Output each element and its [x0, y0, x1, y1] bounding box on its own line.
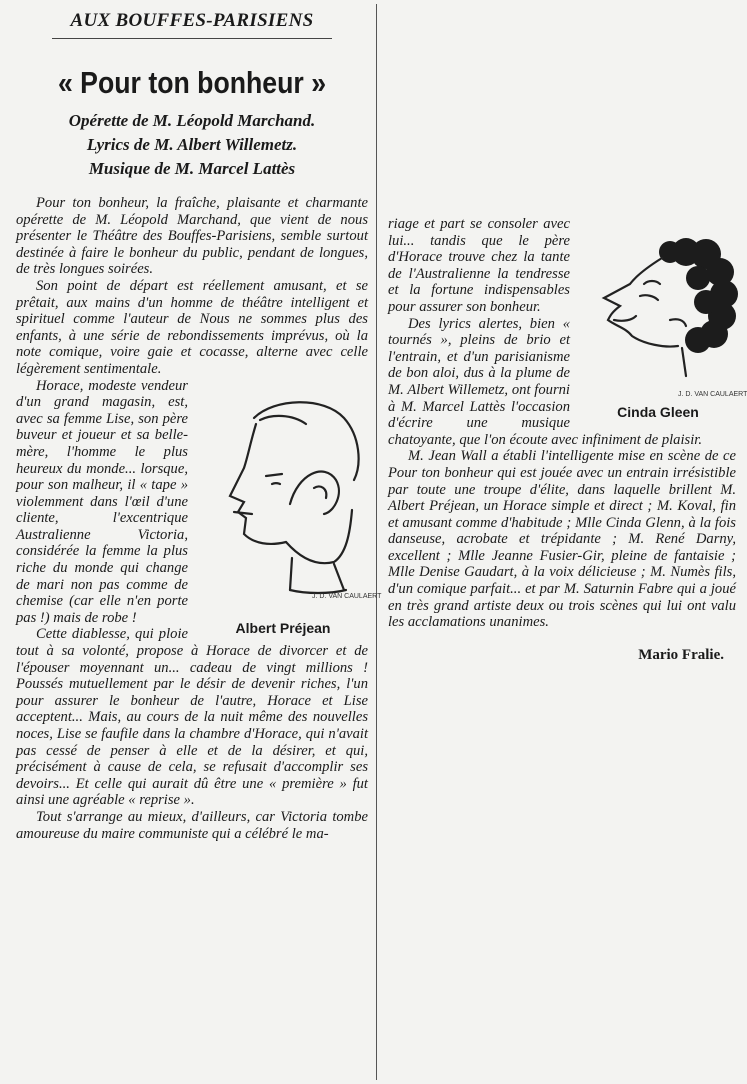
paragraph: Tout s'arrange au mieux, d'ailleurs, car Victoria tombe amoureuse du maire communiste qui a célébré le ma- [16, 808, 368, 842]
paragraph: M. Jean Wall a établi l'intelligente mise en scène de ce Pour ton bonheur qui est jouée avec un entrain irrésistible par toute une troupe d'élite, dans laquelle brillent M. Albert Préjean, un Horace simple et direct ; M. Koval, fin et amusant comme d'habitude ; Mlle Cinda Glenn, à la fois danseuse, acrobate et trépidante ; M. René Darny, excellent ; Mlle Jeanne Fusier-Gir, pleine de fantaisie ; Mlle Denise Gaudart, à la voix délicieuse ; M. Numès fils, d'un comique parfait... et par M. Saturnin Fabre qui a joué en très grand artiste deux ou trois scènes qui lui ont valu les acclamations unanimes. [388, 448, 736, 631]
section-rubric: AUX BOUFFES-PARISIENS [70, 10, 314, 31]
paragraph: Pour ton bonheur, la fraîche, plaisante et charmante opérette de M. Léopold Marchand, que vient de nous présenter le Théâtre des Bouffes-Parisiens, semble surtout destinée à faire le bonheur du public, pendant de longues, de très longues soirées. [16, 195, 368, 278]
paragraph: Son point de départ est réellement amusant, et se prêtait, aux mains d'un homme de théâtre intelligent et spirituel comme l'auteur de Nous ne sommes plus des enfants, à une série de rebondissements imprévus, où la note comique, voire gaie et cocasse, alterne avec celle légèrement sentimentale. [16, 277, 368, 377]
gleen-illustration [574, 224, 747, 420]
paragraph: Cette diablesse, qui ploie tout à sa volonté, propose à Horace de divorcer et de l'épouser moyennant un... cadeau de vingt millions ! Poussés mutuellement par le désir de devenir riches, l'un pour assurer le bonheur de l'autre, Horace et Lise acceptent... Mais, au cours de la nuit même des nouvelles noces, Lise se faufile dans la chambre d'Horace, qui n'avait pas cessé de penser à elle et de la désirer, et qui, précisément à cause de cela, se refusait d'accomplir ses devoirs... Et celle qui aurait dû être une « première » fut ainsi une agréable « reprise ». [16, 626, 368, 809]
right-column [388, 216, 747, 664]
paragraph: riage et part se consoler avec lui... tandis que le père d'Horace trouve chez la tante de l'Australienne la tendresse et la fortune indispensables pour assurer son bonheur. [388, 216, 570, 315]
credit-libretto: Opérette de M. Léopold Marchand. [68, 111, 316, 130]
credit-music: Musique de M. Marcel Lattès [88, 159, 296, 178]
left-column [16, 4, 382, 842]
prejean-caricature-icon [194, 384, 382, 620]
prejean-caption: Albert Préjean [235, 619, 331, 636]
credits-block [16, 109, 368, 181]
artist-signature: J. D. VAN CAULAERT [312, 592, 382, 600]
rubric-rule [52, 38, 332, 39]
prejean-illustration [194, 384, 382, 636]
paragraph: Horace, modeste vendeur d'un grand magasin, est, avec sa femme Lise, son père buveur et joueur et sa belle-mère, l'homme le plus heureux du monde... lorsque, pour son malheur, il « tape » violemment dans l'œil d'une cliente, l'excentrique Australienne Victoria, considérée la femme la plus riche du monde qui change de mari non pas comme de chemise (car elle n'en porte pas !) mais de robe ! [16, 377, 188, 626]
column-divider [376, 4, 377, 1080]
gleen-caricature-icon [574, 224, 747, 404]
gleen-caption: Cinda Gleen [617, 404, 699, 420]
artist-signature: J. D. VAN CAULAERT [678, 391, 747, 398]
paragraph: Des lyrics alertes, bien « tournés », pleins de brio et l'entrain, et d'un parisianisme de bon aloi, dus à la plume de M. Albert Willemetz, ont fourni à M. Marcel Lattès l'occasion d'écrire une musique chatoyante, que l'on écoute avec infiniment de plaisir. [388, 315, 702, 448]
article-title: « Pour ton bonheur » [57, 65, 327, 100]
credit-lyrics: Lyrics de M. Albert Willemetz. [86, 135, 298, 154]
author-signature: Mario Fralie. [638, 646, 724, 663]
